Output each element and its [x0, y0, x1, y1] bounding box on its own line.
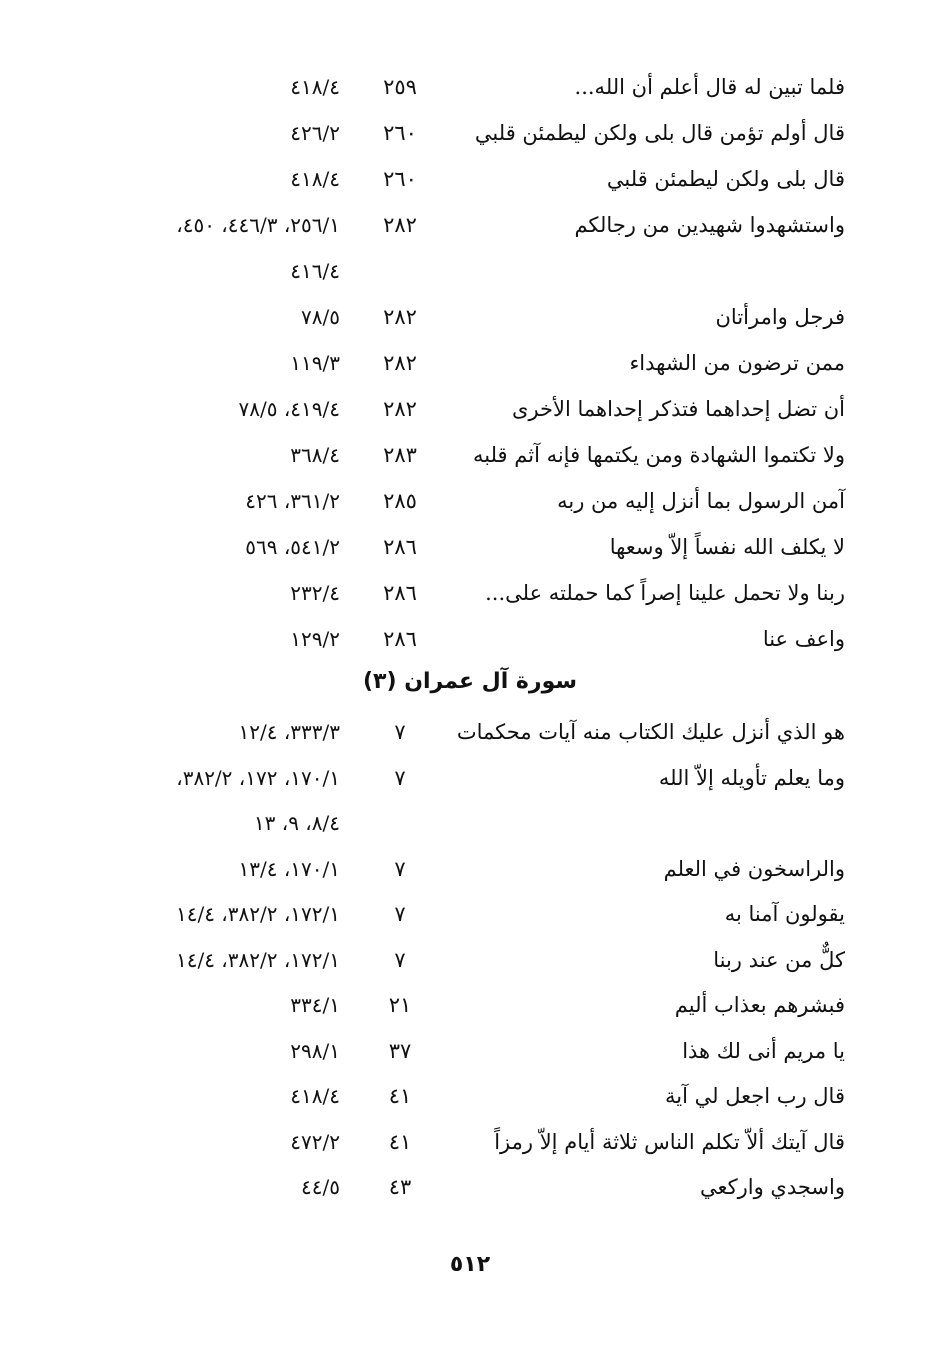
verse-text: قال أولم تؤمن قال بلى ولكن ليطمئن قلبي: [474, 121, 845, 145]
page-references: ٤٧٢/٢: [290, 1129, 340, 1154]
page-references: ٨/٤، ٩، ١٣: [253, 811, 340, 835]
index-row: [0, 1165, 940, 1209]
page-references: ٥٤١/٢، ٥٦٩: [245, 535, 340, 559]
ayah-number: ٢٨٢: [383, 305, 417, 329]
page-references: ٤١٦/٤: [290, 259, 340, 283]
verse-text: فلما تبين له قال أعلم أن الله...: [574, 75, 845, 99]
verse-text: كلٌّ من عند ربنا: [713, 947, 845, 972]
ayah-number: ٢٨٢: [383, 397, 417, 421]
index-row: [0, 295, 940, 339]
ayah-number: ٢٨٦: [383, 581, 417, 605]
ayah-number: ٧: [394, 765, 406, 790]
index-row: [0, 1120, 940, 1164]
page-references: ٣٣٣/٣، ١٢/٤: [238, 720, 340, 744]
index-row: [0, 892, 940, 936]
page-references: ١٧٢/١، ٣٨٢/٢، ١٤/٤: [175, 902, 340, 926]
ayah-number: ٢٥٩: [383, 75, 417, 99]
verse-text: قال بلى ولكن ليطمئن قلبي: [606, 167, 845, 191]
page-references: ٤١٨/٤: [290, 167, 340, 191]
ayah-number: ٢٨٣: [383, 443, 417, 467]
verse-text: ولا تكتموا الشهادة ومن يكتمها فإنه آثم قلبه: [472, 443, 845, 467]
ayah-number: [355, 801, 445, 845]
page-references: ٢٩٨/١: [290, 1038, 340, 1063]
verse-text: [425, 801, 845, 845]
index-row: [0, 617, 940, 661]
index-row: [0, 756, 940, 800]
verse-text: آمن الرسول بما أنزل إليه من ربه: [557, 489, 845, 513]
verse-text: ربنا ولا تحمل علينا إصراً كما حملته على...: [485, 581, 845, 605]
verse-text: فبشرهم بعذاب أليم: [674, 993, 845, 1017]
ayah-number: ٢٦٠: [383, 167, 417, 191]
ayah-number: ٤٣: [388, 1175, 412, 1199]
index-row: [0, 525, 940, 569]
page-references: ٤١٩/٤، ٧٨/٥: [238, 397, 340, 421]
ayah-number: ٤١: [388, 1084, 412, 1108]
page-references: ١٧٠/١، ١٣/٤: [238, 856, 340, 881]
index-row: [0, 847, 940, 891]
page-references: ٤٢٦/٢: [290, 121, 340, 145]
page-references: ٢٥٦/١، ٤٤٦/٣، ٤٥٠،: [176, 213, 340, 237]
verse-text: ممن ترضون من الشهداء: [629, 351, 845, 375]
page-references: ٧٨/٥: [301, 305, 340, 329]
page-references: ٤١٨/٤: [290, 1084, 340, 1108]
verse-text: وما يعلم تأويله إلاّ الله: [658, 765, 845, 790]
index-row: [0, 433, 940, 477]
index-row: [0, 938, 940, 982]
page-references: ٣٣٤/١: [290, 993, 340, 1017]
ayah-number: ٢٨٢: [383, 213, 417, 237]
index-row: [0, 387, 940, 431]
verse-text: واستشهدوا شهيدين من رجالكم: [574, 213, 845, 237]
index-row: [0, 801, 940, 845]
ayah-number: ٧: [394, 856, 406, 881]
verse-text: [425, 249, 845, 293]
surah-heading: سورة آل عمران (٣): [362, 669, 578, 694]
page-references: ٣٦١/٢، ٤٢٦: [245, 489, 340, 513]
verse-text: لا يكلف الله نفساً إلاّ وسعها: [609, 535, 845, 559]
page-references: ١٧٢/١، ٣٨٢/٢، ١٤/٤: [175, 947, 340, 972]
index-row: [0, 249, 940, 293]
page-references: ٤٤/٥: [301, 1175, 340, 1199]
page-references: ٤١٨/٤: [290, 75, 340, 99]
ayah-number: ٢٨٥: [383, 489, 417, 513]
ayah-number: ٧: [394, 947, 406, 972]
verse-text: والراسخون في العلم: [663, 856, 845, 881]
index-row: [0, 479, 940, 523]
index-row: [0, 157, 940, 201]
verse-text: واعف عنا: [762, 627, 845, 651]
page-references: ١٧٠/١، ١٧٢، ٣٨٢/٢،: [176, 765, 340, 790]
index-row: [0, 341, 940, 385]
index-row: [0, 203, 940, 247]
verse-text: واسجدي واركعي: [699, 1175, 845, 1199]
verse-text: يا مريم أنى لك هذا: [682, 1038, 845, 1063]
index-row: [0, 983, 940, 1027]
verse-text: يقولون آمنا به: [724, 902, 845, 926]
index-row: [0, 1074, 940, 1118]
verse-text: قال رب اجعل لي آية: [665, 1084, 845, 1108]
verse-text: هو الذي أنزل عليك الكتاب منه آيات محكمات: [456, 720, 845, 744]
page-references: ٣٦٨/٤: [290, 443, 340, 467]
ayah-number: ٣٧: [388, 1038, 412, 1063]
ayah-number: [355, 249, 445, 293]
verse-text: قال آيتك ألاّ تكلم الناس ثلاثة أيام إلاّ رمزاً: [494, 1129, 845, 1154]
ayah-number: ٢٨٢: [383, 351, 417, 375]
index-row: [0, 710, 940, 754]
index-row: [0, 571, 940, 615]
ayah-number: ٢١: [388, 993, 412, 1017]
page-references: ١١٩/٣: [290, 351, 340, 375]
index-row: [0, 65, 940, 109]
page-references: ٢٣٢/٤: [290, 581, 340, 605]
verse-text: فرجل وامرأتان: [715, 305, 845, 329]
ayah-number: ٢٨٦: [383, 627, 417, 651]
ayah-number: ٢٨٦: [383, 535, 417, 559]
ayah-number: ٧: [394, 720, 406, 744]
page-references: ١٢٩/٢: [290, 627, 340, 651]
page-number: ٥١٢: [449, 1252, 491, 1277]
index-row: [0, 1029, 940, 1073]
ayah-number: ٤١: [388, 1129, 412, 1154]
ayah-number: ٢٦٠: [383, 121, 417, 145]
verse-text: أن تضل إحداهما فتذكر إحداهما الأخرى: [512, 397, 845, 421]
ayah-number: ٧: [394, 902, 406, 926]
index-row: [0, 111, 940, 155]
